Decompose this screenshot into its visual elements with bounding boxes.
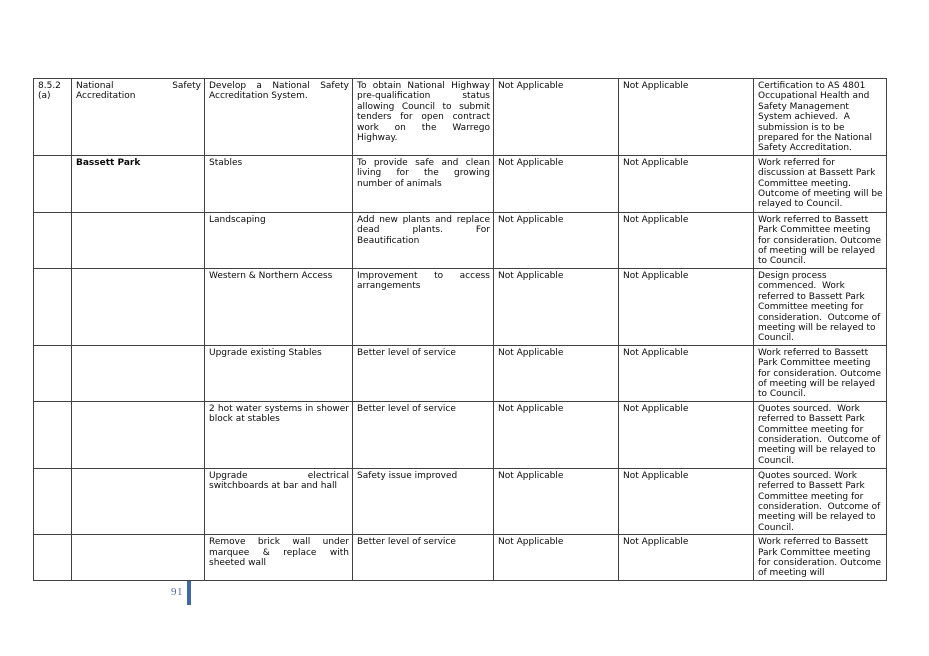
- cell-na1: Not Applicable: [494, 268, 619, 345]
- table-row: [34, 212, 887, 268]
- cell-na1: Not Applicable: [494, 155, 619, 212]
- cell-action: 2 hot water systems in shower block at stables: [205, 401, 353, 468]
- cell-objective: Add new plants and replace dead plants. For Beautification: [353, 212, 494, 268]
- cell-item: [34, 535, 72, 581]
- cell-na2: Not Applicable: [619, 155, 754, 212]
- footer-accent-bar: [187, 581, 191, 605]
- table-row: [34, 155, 887, 212]
- cell-status: Quotes sourced. Work referred to Bassett Park Committee meeting for consideration. Outcome of meeting will be relayed to Council.: [754, 468, 887, 534]
- performance-review-table: [33, 78, 887, 581]
- cell-item: [34, 155, 72, 212]
- cell-action: Remove brick wall under marquee & replace with sheeted wall: [205, 535, 353, 581]
- cell-na1: Not Applicable: [494, 345, 619, 401]
- cell-action: Western & Northern Access: [205, 268, 353, 345]
- cell-objective: To obtain National Highway pre-qualification status allowing Council to submit tenders for open contract work on the Warrego Highway.: [353, 79, 494, 156]
- cell-item: [34, 345, 72, 401]
- cell-status: Work referred to Bassett Park Committee meeting for consideration. Outcome of meeting will be relayed to Council.: [754, 345, 887, 401]
- cell-name: Bassett Park: [72, 155, 205, 212]
- table-row: [34, 79, 887, 156]
- cell-name: [72, 468, 205, 534]
- cell-name: [72, 268, 205, 345]
- cell-status: Work referred to Bassett Park Committee meeting for consideration. Outcome of meeting will: [754, 535, 887, 581]
- cell-na1: Not Applicable: [494, 401, 619, 468]
- cell-action: Stables: [205, 155, 353, 212]
- cell-action: Upgrade electrical switchboards at bar and hall: [205, 468, 353, 534]
- cell-item: 8.5.2 (a): [34, 79, 72, 156]
- cell-status: Design process commenced. Work referred to Bassett Park Committee meeting for consideration. Outcome of meeting will be relayed to Council.: [754, 268, 887, 345]
- cell-objective: To provide safe and clean living for the growing number of animals: [353, 155, 494, 212]
- cell-na2: Not Applicable: [619, 268, 754, 345]
- table-row: [34, 268, 887, 345]
- table-row: [34, 401, 887, 468]
- cell-name: National Safety Accreditation: [72, 79, 205, 156]
- cell-na2: Not Applicable: [619, 212, 754, 268]
- cell-na1: Not Applicable: [494, 535, 619, 581]
- cell-na1: Not Applicable: [494, 212, 619, 268]
- cell-na2: Not Applicable: [619, 401, 754, 468]
- cell-objective: Improvement to access arrangements: [353, 268, 494, 345]
- cell-item: [34, 212, 72, 268]
- cell-status: Certification to AS 4801 Occupational Health and Safety Management System achieved. A submission is to be prepared for the National Safety Accreditation.: [754, 79, 887, 156]
- cell-item: [34, 401, 72, 468]
- cell-action: Upgrade existing Stables: [205, 345, 353, 401]
- cell-objective: Safety issue improved: [353, 468, 494, 534]
- cell-objective: Better level of service: [353, 401, 494, 468]
- cell-na1: Not Applicable: [494, 468, 619, 534]
- cell-name: [72, 401, 205, 468]
- cell-name: [72, 345, 205, 401]
- cell-item: [34, 468, 72, 534]
- cell-na2: Not Applicable: [619, 468, 754, 534]
- cell-action: Landscaping: [205, 212, 353, 268]
- cell-objective: Better level of service: [353, 535, 494, 581]
- table-row: [34, 468, 887, 534]
- cell-na1: Not Applicable: [494, 79, 619, 156]
- table-row: [34, 535, 887, 581]
- cell-status: Quotes sourced. Work referred to Bassett Park Committee meeting for consideration. Outcome of meeting will be relayed to Council.: [754, 401, 887, 468]
- page-number: 91: [171, 586, 183, 598]
- table-row: [34, 345, 887, 401]
- cell-name: [72, 535, 205, 581]
- cell-na2: Not Applicable: [619, 535, 754, 581]
- cell-action: Develop a National Safety Accreditation System.: [205, 79, 353, 156]
- cell-na2: Not Applicable: [619, 345, 754, 401]
- cell-na2: Not Applicable: [619, 79, 754, 156]
- cell-status: Work referred for discussion at Bassett Park Committee meeting. Outcome of meeting will be relayed to Council.: [754, 155, 887, 212]
- cell-objective: Better level of service: [353, 345, 494, 401]
- cell-name: [72, 212, 205, 268]
- cell-status: Work referred to Bassett Park Committee meeting for consideration. Outcome of meeting will be relayed to Council.: [754, 212, 887, 268]
- cell-item: [34, 268, 72, 345]
